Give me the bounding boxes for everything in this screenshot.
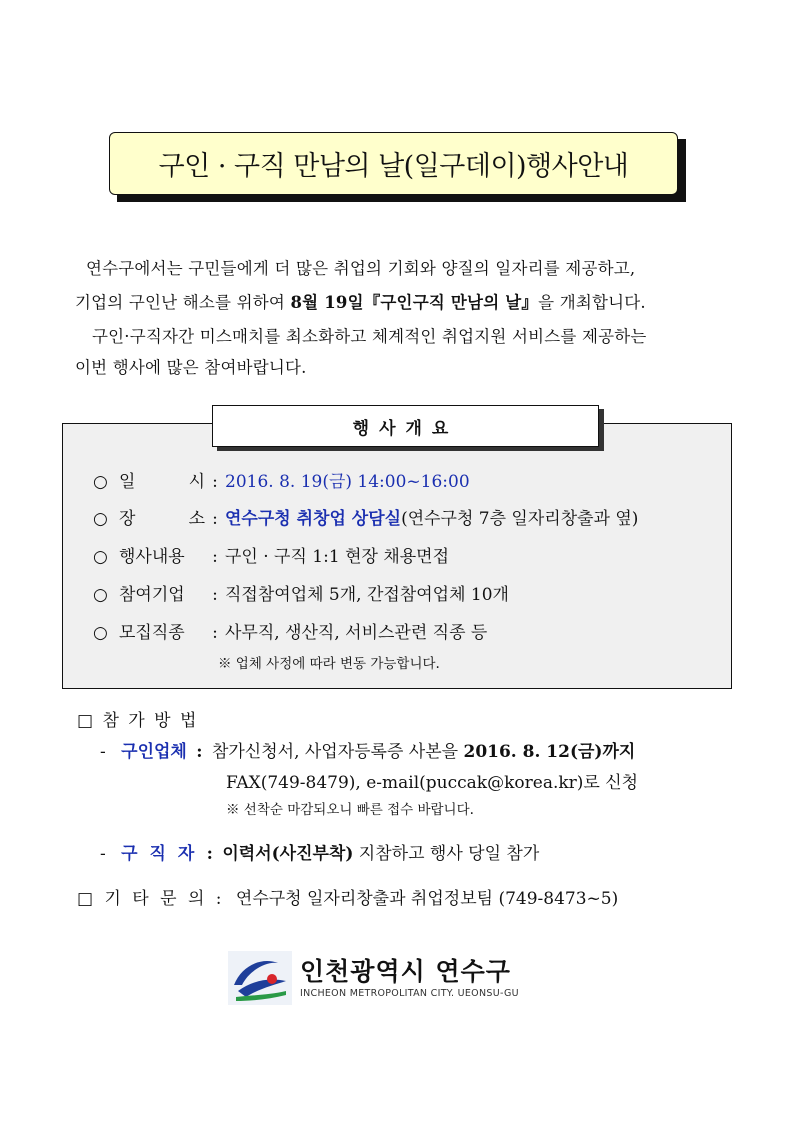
overview-item-value: 직접참여업체 5개, 간접참여업체 10개 xyxy=(225,585,509,605)
bullet-icon: ○ xyxy=(93,509,108,529)
seeker-resume: 이력서(사진부착) xyxy=(222,844,354,864)
employer-row xyxy=(100,737,635,762)
seeker-colon: : xyxy=(206,844,213,864)
bullet-icon: ○ xyxy=(93,472,108,492)
overview-note: ※ 업체 사정에 따라 변동 가능합니다. xyxy=(218,656,440,672)
employer-line-2: FAX(749-8479), e-mail(puccak@korea.kr)로 신청 xyxy=(226,773,639,793)
seeker-dash: - xyxy=(100,844,106,864)
intro-line-1: 연수구에서는 구민들에게 더 많은 취업의 기회와 양질의 일자리를 제공하고, xyxy=(86,259,636,278)
logo-name-en: INCHEON METROPOLITAN CITY. UEONSU-GU xyxy=(300,987,519,999)
intro-line-2-post: 을 개최합니다. xyxy=(538,293,646,312)
overview-item-colon: : xyxy=(212,509,218,529)
overview-title-text: 행사개요 xyxy=(352,418,459,439)
seeker-row xyxy=(100,839,539,864)
inquiry-value: 연수구청 일자리창출과 취업정보팀 (749-8473~5) xyxy=(235,889,619,909)
employer-colon: : xyxy=(196,742,203,762)
intro-line-3: 구인·구직자간 미스매치를 최소화하고 체계적인 취업지원 서비스를 제공하는 xyxy=(92,327,647,346)
employer-label: 구인업체 xyxy=(121,742,187,762)
overview-item-key: 모집직종 xyxy=(119,623,185,643)
logo-name-ko: 인천광역시 연수구 xyxy=(300,956,511,986)
employer-deadline: 2016. 8. 12(금)까지 xyxy=(463,742,636,762)
intro-line-2-pre: 기업의 구인난 해소를 위하여 xyxy=(75,293,291,312)
overview-item-companies xyxy=(93,580,509,605)
overview-item-value-rest: (연수구청 7층 일자리창출과 옆) xyxy=(401,509,639,529)
employer-dash: - xyxy=(100,742,106,762)
page-title xyxy=(109,132,678,195)
overview-title xyxy=(212,405,599,447)
overview-item-key: 행사내용 xyxy=(119,547,185,567)
yeonsu-gu-logo xyxy=(228,950,568,1006)
bullet-icon: ○ xyxy=(93,547,108,567)
intro-event-date: 8월 19일『구인구직 만남의 날』 xyxy=(290,293,539,312)
overview-item-colon: : xyxy=(212,623,218,643)
overview-item-value-highlight: 연수구청 취창업 상담실 xyxy=(225,509,402,529)
employer-note: ※ 선착순 마감되오니 빠른 접수 바랍니다. xyxy=(226,802,474,818)
participation-heading: □ 참 가 방 법 xyxy=(77,711,199,731)
overview-item-jobs xyxy=(93,618,487,643)
overview-item-content xyxy=(93,542,449,567)
employer-line1-pre: 참가신청서, 사업자등록증 사본을 xyxy=(211,742,464,762)
overview-item-key: 참여기업 xyxy=(119,585,185,605)
bullet-icon: ○ xyxy=(93,585,108,605)
bullet-icon: ○ xyxy=(93,623,108,643)
seeker-line-rest: 지참하고 행사 당일 참가 xyxy=(353,844,540,864)
logo-text xyxy=(300,958,519,999)
overview-item-colon: : xyxy=(212,585,218,605)
overview-item-value: 2016. 8. 19(금) 14:00~16:00 xyxy=(225,472,470,492)
intro-line-2 xyxy=(75,289,725,313)
inquiry-row xyxy=(77,884,618,909)
overview-item-value: 사무직, 생산직, 서비스관련 직종 등 xyxy=(225,623,488,643)
overview-item-place xyxy=(93,504,638,529)
overview-item-value: 구인 · 구직 1:1 현장 채용면접 xyxy=(225,547,450,567)
page-title-text: 구인 · 구직 만남의 날(일구데이)행사안내 xyxy=(158,151,629,182)
overview-item-colon: : xyxy=(212,472,218,492)
inquiry-heading: □ 기 타 문 의 : xyxy=(77,889,225,909)
overview-item-date xyxy=(93,467,470,492)
yeonsu-gu-emblem-icon xyxy=(228,951,292,1005)
intro-line-4: 이번 행사에 많은 참여바랍니다. xyxy=(75,358,307,377)
overview-item-key: 일 시 xyxy=(119,472,205,492)
overview-item-colon: : xyxy=(212,547,218,567)
seeker-label: 구 직 자 xyxy=(121,844,198,864)
overview-item-key: 장 소 xyxy=(119,509,205,529)
